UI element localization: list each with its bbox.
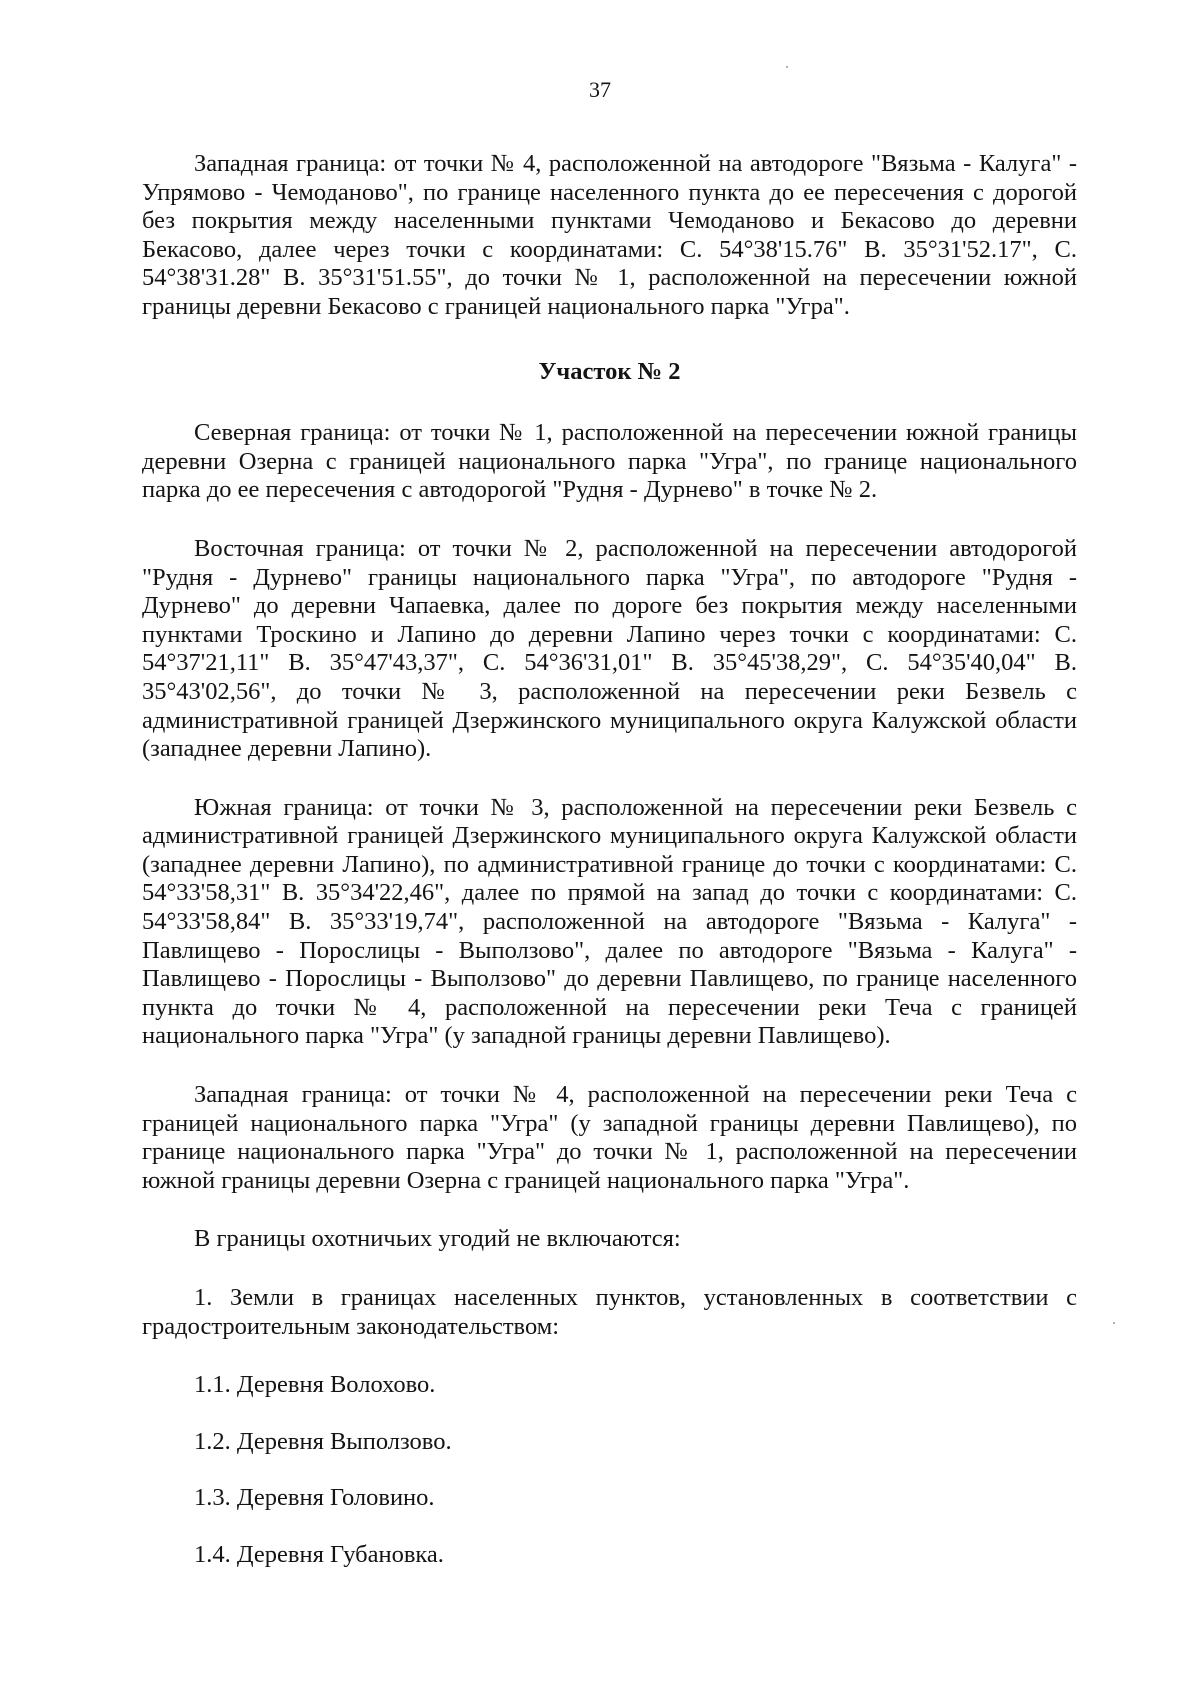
section-heading: Участок № 2 xyxy=(538,357,681,385)
exclusions-intro: В границы охотничьих угодий не включаются: xyxy=(194,1225,681,1253)
list-item: 1.4. Деревня Губановка. xyxy=(194,1540,444,1568)
east-border-paragraph: Восточная граница: от точки № 2, расположенной на пересечении автодорогой "Рудня - Дурнево" границы национального парка "Угра", по автодороге "Рудня - Дурнево" до деревни Чапаевка, далее по дороге без покрытия между населенными пунктами Троскино и Лапино до деревни Лапино через точки с координатами: С. 54°37'21,11" В. 35°47'43,37", С. 54°36'31,01" В. 35°45'38,29", С. 54°35'40,04" В. 35°43'02,56", до точки № 3, расположенной на пересечении реки Безвель с административной границей Дзержинского муниципального округа Калужской области (западнее деревни Лапино). xyxy=(142,534,1077,763)
scan-speck xyxy=(1113,1322,1115,1324)
north-border-paragraph: Северная граница: от точки № 1, расположенной на пересечении южной границы деревни Озерна с границей национального парка "Угра", по границе национального парка до ее пересечения с автодорогой "Рудня - Дурнево" в точке № 2. xyxy=(142,419,1077,504)
document-body xyxy=(142,150,1077,1598)
west-border-paragraph: Западная граница: от точки № 4, расположенной на автодороге "Вязьма - Калуга" - Упрямово - Чемоданово", по границе населенного пункта до ее пересечения с дорогой без покрытия между населенными пунктами Чемоданово и Бекасово до деревни Бекасово, далее через точки с координатами: С. 54°38'15.76" В. 35°31'52.17", С. 54°38'31.28" В. 35°31'51.55", до точки № 1, расположенной на пересечении южной границы деревни Бекасово с границей национального парка "Угра". xyxy=(142,150,1077,320)
list-item: 1.1. Деревня Волохово. xyxy=(194,1371,436,1399)
page-number: 37 xyxy=(589,77,611,102)
village-list xyxy=(142,1371,1077,1569)
exclusion-item: 1. Земли в границах населенных пунктов, установленных в соответствии с градостроительным законодательством: xyxy=(142,1284,1077,1340)
scan-speck xyxy=(786,66,788,68)
west-border-paragraph-2: Западная граница: от точки № 4, расположенной на пересечении реки Теча с границей национального парка "Угра" (у западной границы деревни Павлищево), по границе национального парка "Угра" до точки № 1, расположенной на пересечении южной границы деревни Озерна с границей национального парка "Угра". xyxy=(142,1081,1077,1194)
list-item: 1.3. Деревня Головино. xyxy=(194,1484,435,1512)
list-item: 1.2. Деревня Выползово. xyxy=(194,1427,452,1455)
south-border-paragraph: Южная граница: от точки № 3, расположенной на пересечении реки Безвель с административной границей Дзержинского муниципального округа Калужской области (западнее деревни Лапино), по административной границе до точки с координатами: С. 54°33'58,31" В. 35°34'22,46", далее по прямой на запад до точки с координатами: С. 54°33'58,84" В. 35°33'19,74", расположенной на автодороге "Вязьма - Калуга" - Павлищево - Порослицы - Выползово", далее по автодороге "Вязьма - Калуга" - Павлищево - Порослицы - Выползово" до деревни Павлищево, по границе населенного пункта до точки № 4, расположенной на пересечении реки Теча с границей национального парка "Угра" (у западной границы деревни Павлищево). xyxy=(142,793,1077,1050)
